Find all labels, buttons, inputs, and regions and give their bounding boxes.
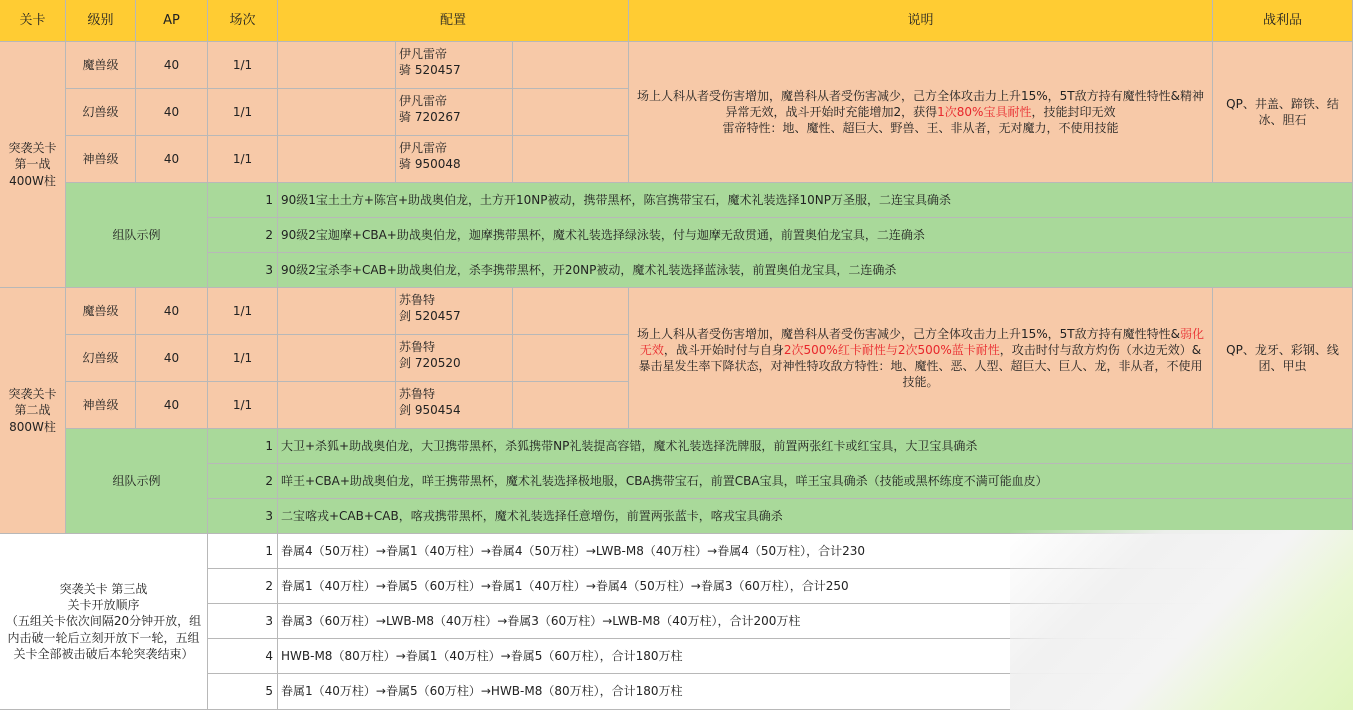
battle2-enemy-3: 苏鲁特 剑 950454 [396, 382, 513, 429]
battle2-team-text-2: 咩王+CBA+助战奥伯龙，咩王携带黑杯，魔术礼装选择极地服，CBA携带宝石，前置CBA宝具，咩王宝具确杀（技能或黑杯练度不满可能血皮） [278, 464, 1353, 499]
battle2-team-num-1: 1 [208, 429, 278, 464]
battle1-description [629, 42, 1213, 183]
battle2-desc-highlight-2: 2次500%红卡耐性与2次500%蓝卡耐性 [783, 342, 1000, 357]
battle1-config-blank-1 [278, 42, 396, 89]
battle2-name: 突袭关卡 第二战 800W柱 [0, 288, 66, 534]
battle1-desc-part-a: 场上人科从者受伤害增加，魔兽科从者受伤害减少，己方全体攻击力上升15%，5T敌方持有魔性特性&精神异常无效，战斗开始时充能增加2，获得 [637, 88, 1204, 119]
battle1-team-text-2: 90级2宝迦摩+CBA+助战奥伯龙，迦摩携带黑杯，魔术礼装选择绿泳装，付与迦摩无敌贯通，前置奥伯龙宝具，二连确杀 [278, 218, 1353, 253]
battle3-group-text-2: 眷属1（40万柱）→眷属5（60万柱）→眷属1（40万柱）→眷属4（50万柱）→眷属3（60万柱），合计250 [278, 569, 1353, 604]
battle1-grade-1: 魔兽级 [66, 42, 136, 89]
battle1-runs-1: 1/1 [208, 42, 278, 89]
battle3-group-num-5: 5 [208, 674, 278, 710]
battle2-config-blank-2 [278, 335, 396, 382]
battle1-team-text-1: 90级1宝土土方+陈宫+助战奥伯龙，土方开10NP被动，携带黑杯，陈宫携带宝石，魔术礼装选择10NP万圣服，二连宝具确杀 [278, 183, 1353, 218]
header-description: 说明 [629, 0, 1213, 42]
battle2-desc-part-b: ，战斗开始时付与自身 [663, 342, 784, 357]
battle3-group-num-1: 1 [208, 534, 278, 569]
battle2-ap-2: 40 [136, 335, 208, 382]
battle3-group-text-1: 眷属4（50万柱）→眷属1（40万柱）→眷属4（50万柱）→LWB-M8（40万柱）→眷属4（50万柱），合计230 [278, 534, 1353, 569]
battle1-team-text-3: 90级2宝杀李+CAB+助战奥伯龙，杀李携带黑杯，开20NP被动，魔术礼装选择蓝泳装，前置奥伯龙宝具，二连确杀 [278, 253, 1353, 288]
battle2-runs-3: 1/1 [208, 382, 278, 429]
battle3-name: 突袭关卡 第三战 关卡开放顺序 （五组关卡依次间隔20分钟开放，组内击破一轮后立刻开放下一轮，五组关卡全部被击破后本轮突袭结束） [0, 534, 208, 710]
battle1-desc-part-b: ，技能封印无效 [1031, 104, 1116, 119]
battle2-grade-2: 幻兽级 [66, 335, 136, 382]
page-curl-overlay [1010, 530, 1353, 710]
battle3-group-text-3: 眷属3（60万柱）→LWB-M8（40万柱）→眷属3（60万柱）→LWB-M8（40万柱），合计200万柱 [278, 604, 1353, 639]
battle1-ap-2: 40 [136, 89, 208, 136]
battle2-team-text-3: 二宝喀戎+CAB+CAB，喀戎携带黑杯，魔术礼装选择任意增伤，前置两张蓝卡，喀戎宝具确杀 [278, 499, 1353, 534]
battle1-desc-traits: 雷帝特性：地、魔性、超巨大、野兽、王、非从者，无对魔力，不使用技能 [722, 121, 1119, 136]
header-grade: 级别 [66, 0, 136, 42]
battle1-ap-3: 40 [136, 136, 208, 183]
battle2-grade-3: 神兽级 [66, 382, 136, 429]
battle1-team-label: 组队示例 [66, 183, 208, 288]
battle2-desc-part-a: 场上人科从者受伤害增加，魔兽科从者受伤害减少，己方全体攻击力上升15%，5T敌方持有魔性特性& [636, 326, 1180, 341]
battle1-ap-1: 40 [136, 42, 208, 89]
battle1-team-num-2: 2 [208, 218, 278, 253]
battle3-group-text-4: HWB-M8（80万柱）→眷属1（40万柱）→眷属5（60万柱），合计180万柱 [278, 639, 1353, 674]
battle3-group-num-2: 2 [208, 569, 278, 604]
battle2-config-blank-1 [278, 288, 396, 335]
battle1-team-num-3: 3 [208, 253, 278, 288]
battle2-config-extra-3 [513, 382, 629, 429]
header-ap: AP [136, 0, 208, 42]
header-loot: 战利品 [1213, 0, 1353, 42]
battle1-runs-2: 1/1 [208, 89, 278, 136]
battle1-enemy-3: 伊凡雷帝 骑 950048 [396, 136, 513, 183]
battle1-grade-3: 神兽级 [66, 136, 136, 183]
battle2-desc-highlight-1: 弱化无效 [639, 326, 1204, 357]
battle2-ap-3: 40 [136, 382, 208, 429]
battle1-runs-3: 1/1 [208, 136, 278, 183]
battle2-runs-2: 1/1 [208, 335, 278, 382]
battle1-config-blank-2 [278, 89, 396, 136]
battle2-runs-1: 1/1 [208, 288, 278, 335]
battle2-description [629, 288, 1213, 429]
battle1-config-extra-1 [513, 42, 629, 89]
battle2-team-label: 组队示例 [66, 429, 208, 534]
battle2-team-num-3: 3 [208, 499, 278, 534]
battle1-config-blank-3 [278, 136, 396, 183]
battle2-loot: QP、龙牙、彩钢、线团、甲虫 [1213, 288, 1353, 429]
battle2-config-extra-2 [513, 335, 629, 382]
battle1-config-extra-3 [513, 136, 629, 183]
header-config: 配置 [278, 0, 629, 42]
battle2-config-extra-1 [513, 288, 629, 335]
battle2-ap-1: 40 [136, 288, 208, 335]
header-level: 关卡 [0, 0, 66, 42]
battle2-team-text-1: 大卫+杀狐+助战奥伯龙，大卫携带黑杯，杀狐携带NP礼装提高容错，魔术礼装选择洗牌服，前置两张红卡或红宝具，大卫宝具确杀 [278, 429, 1353, 464]
battle1-enemy-2: 伊凡雷帝 骑 720267 [396, 89, 513, 136]
battle3-group-text-5: 眷属1（40万柱）→眷属5（60万柱）→HWB-M8（80万柱），合计180万柱 [278, 674, 1353, 710]
battle2-desc-part-c: ，攻击时付与敌方灼伤（水边无效）&暴击星发生率下降状态，对神性特攻敌方特性：地、魔性、恶、人型、超巨大、巨人、龙，非从者，不使用技能。 [638, 342, 1203, 390]
battle2-config-blank-3 [278, 382, 396, 429]
battle1-team-num-1: 1 [208, 183, 278, 218]
battle1-config-extra-2 [513, 89, 629, 136]
battle3-group-num-3: 3 [208, 604, 278, 639]
battle2-team-num-2: 2 [208, 464, 278, 499]
battle3-group-num-4: 4 [208, 639, 278, 674]
header-runs: 场次 [208, 0, 278, 42]
battle2-enemy-2: 苏鲁特 剑 720520 [396, 335, 513, 382]
battle2-enemy-1: 苏鲁特 剑 520457 [396, 288, 513, 335]
battle1-loot: QP、井盖、蹄铁、结冰、胆石 [1213, 42, 1353, 183]
battle1-desc-highlight: 1次80%宝具耐性 [937, 104, 1032, 119]
battle1-enemy-1: 伊凡雷帝 骑 520457 [396, 42, 513, 89]
battle1-name: 突袭关卡 第一战 400W柱 [0, 42, 66, 288]
battle1-grade-2: 幻兽级 [66, 89, 136, 136]
battle2-grade-1: 魔兽级 [66, 288, 136, 335]
